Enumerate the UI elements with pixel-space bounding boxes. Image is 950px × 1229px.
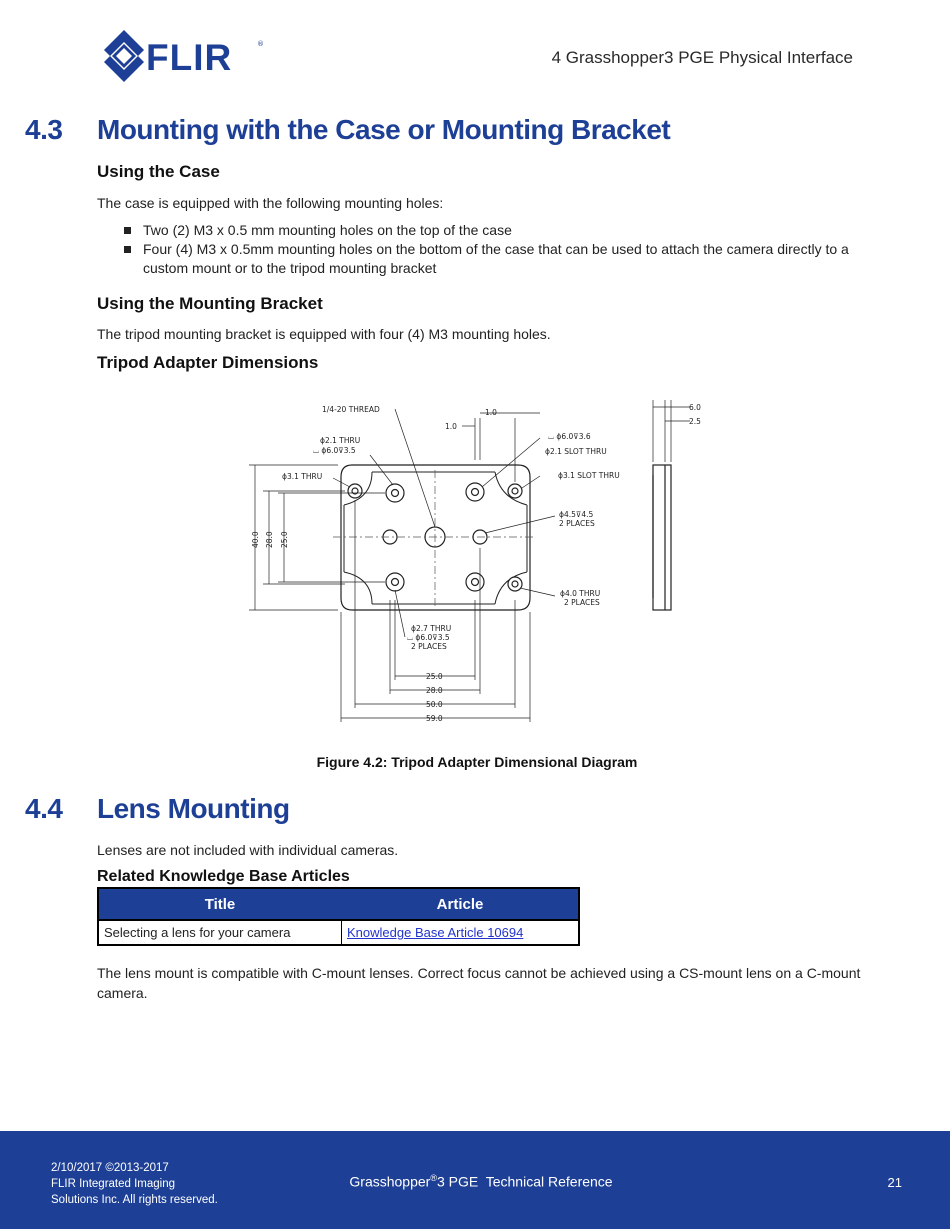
table-cell-article <box>342 920 580 945</box>
svg-text:28.0: 28.0 <box>265 531 274 548</box>
section-title: Lens Mounting <box>97 793 290 824</box>
running-header: 4 Grasshopper3 PGE Physical Interface <box>551 48 853 67</box>
figure-caption: Figure 4.2: Tripod Adapter Dimensional Diagram <box>316 754 638 770</box>
svg-text:ϕ3.1 SLOT THRU: ϕ3.1 SLOT THRU <box>558 471 620 480</box>
paragraph-bracket: The tripod mounting bracket is equipped with four (4) M3 mounting holes. <box>97 326 551 342</box>
list-item: Two (2) M3 x 0.5 mm mounting holes on the top of the case <box>97 221 857 240</box>
section-number: 4.3 <box>25 114 63 145</box>
svg-text:25.0: 25.0 <box>426 672 443 681</box>
svg-text:ϕ2.7 THRU: ϕ2.7 THRU <box>411 624 452 633</box>
svg-text:59.0: 59.0 <box>426 714 443 723</box>
bullet-icon <box>124 227 131 234</box>
footer-company: FLIR Integrated Imaging <box>51 1178 176 1190</box>
flir-logo <box>104 30 264 82</box>
svg-text:2.5: 2.5 <box>689 417 701 426</box>
svg-text:⌴ ϕ6.0⊽3.6: ⌴ ϕ6.0⊽3.6 <box>548 432 591 441</box>
svg-text:50.0: 50.0 <box>426 700 443 709</box>
svg-text:2 PLACES: 2 PLACES <box>559 519 595 528</box>
svg-text:25.0: 25.0 <box>280 531 289 548</box>
subheading-using-case: Using the Case <box>97 162 220 181</box>
svg-text:2 PLACES: 2 PLACES <box>564 598 600 607</box>
paragraph-lens-intro: Lenses are not included with individual cameras. <box>97 842 399 858</box>
footer-date: 2/10/2017 ©2013-2017 <box>51 1162 169 1174</box>
page-number: 21 <box>887 1175 902 1190</box>
logo-wordmark: FLIR <box>146 37 233 78</box>
list-item: Four (4) M3 x 0.5mm mounting holes on the bottom of the case that can be used to attach the camera directly to a custom mount or to the tripod mounting bracket <box>97 240 857 278</box>
svg-text:ϕ3.1 THRU: ϕ3.1 THRU <box>282 472 323 481</box>
table-header-article: Article <box>342 888 580 920</box>
paragraph-lens-mount: The lens mount is compatible with C-mount lenses. Correct focus cannot be achieved using a CS-mount lens on a C-mount camera. <box>97 965 861 1001</box>
svg-text:1.0: 1.0 <box>445 422 457 431</box>
svg-text:ϕ2.1 THRU: ϕ2.1 THRU <box>320 436 361 445</box>
svg-text:40.0: 40.0 <box>251 531 260 548</box>
svg-text:ϕ2.1 SLOT THRU: ϕ2.1 SLOT THRU <box>545 447 607 456</box>
table-header-title: Title <box>98 888 342 920</box>
svg-text:®: ® <box>257 40 264 48</box>
paragraph-case-intro: The case is equipped with the following mounting holes: <box>97 195 444 211</box>
mounting-holes-list <box>97 221 857 278</box>
svg-text:ϕ4.0 THRU: ϕ4.0 THRU <box>560 589 601 598</box>
svg-text:ϕ4.5⊽4.5: ϕ4.5⊽4.5 <box>559 510 594 519</box>
subheading-tripod: Tripod Adapter Dimensions <box>97 353 319 372</box>
subheading-kb-articles: Related Knowledge Base Articles <box>97 868 350 885</box>
footer-rights: Solutions Inc. All rights reserved. <box>51 1194 218 1206</box>
page-footer <box>0 1131 950 1229</box>
section-number: 4.4 <box>25 793 63 824</box>
table-row <box>98 920 579 945</box>
table-cell-title: Selecting a lens for your camera <box>98 920 342 945</box>
svg-text:1/4-20 THREAD: 1/4-20 THREAD <box>322 405 380 414</box>
section-title: Mounting with the Case or Mounting Bracket <box>97 114 671 145</box>
bullet-icon <box>124 246 131 253</box>
svg-text:6.0: 6.0 <box>689 403 701 412</box>
kb-articles-table <box>97 887 580 946</box>
svg-text:28.0: 28.0 <box>426 686 443 695</box>
subheading-using-bracket: Using the Mounting Bracket <box>97 294 323 313</box>
kb-article-link[interactable]: Knowledge Base Article 10694 <box>347 925 524 940</box>
svg-text:⌴ ϕ6.0⊽3.5: ⌴ ϕ6.0⊽3.5 <box>313 446 356 455</box>
footer-product: Grasshopper®3 PGE Technical Reference <box>349 1173 613 1190</box>
svg-text:⌴ ϕ6.0⊽3.5: ⌴ ϕ6.0⊽3.5 <box>407 633 450 642</box>
svg-text:1.0: 1.0 <box>485 408 497 417</box>
svg-text:2 PLACES: 2 PLACES <box>411 642 447 651</box>
tripod-adapter-drawing <box>240 395 720 735</box>
